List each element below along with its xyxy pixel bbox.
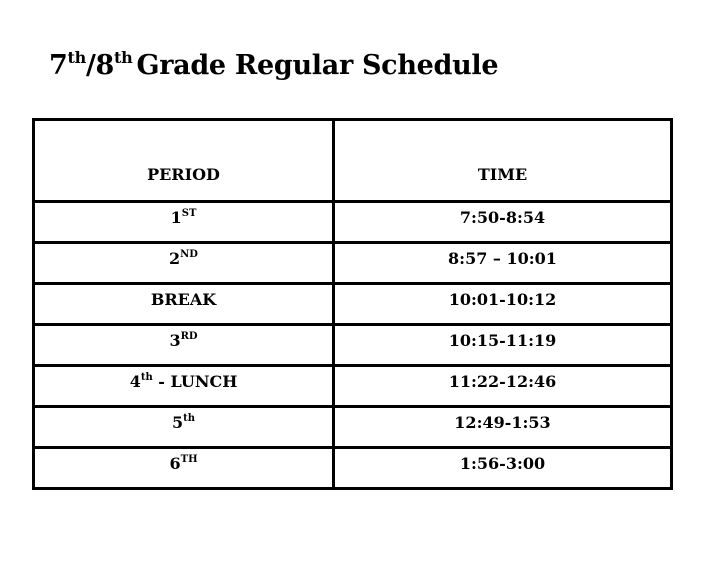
period-suffix: th — [183, 413, 196, 424]
table-header-row — [34, 120, 672, 202]
period-suffix: th — [140, 372, 153, 383]
time-cell: 12:49-1:53 — [334, 407, 672, 448]
time-cell: 11:22-12:46 — [334, 366, 672, 407]
period-cell — [34, 202, 334, 243]
title-grade-seven-suffix: th — [67, 48, 86, 67]
title-grade-eight-suffix: th — [114, 48, 133, 67]
period-label: 6 — [169, 454, 181, 473]
period-cell — [34, 284, 334, 325]
table-row — [34, 407, 672, 448]
period-cell — [34, 366, 334, 407]
period-label: BREAK — [150, 290, 217, 309]
period-extra: - LUNCH — [152, 372, 238, 391]
table-row — [34, 284, 672, 325]
title-grade-eight: /8 — [85, 50, 114, 81]
time-cell: 10:15-11:19 — [334, 325, 672, 366]
title-text: Grade Regular Schedule — [136, 50, 499, 81]
page-title — [49, 48, 499, 81]
period-cell — [34, 243, 334, 284]
table-row — [34, 243, 672, 284]
period-cell — [34, 407, 334, 448]
time-column-header: TIME — [334, 120, 672, 202]
period-cell — [34, 325, 334, 366]
period-label: 2 — [169, 249, 181, 268]
table-row — [34, 366, 672, 407]
table-row — [34, 325, 672, 366]
time-cell: 10:01-10:12 — [334, 284, 672, 325]
time-cell: 8:57 – 10:01 — [334, 243, 672, 284]
time-cell: 7:50-8:54 — [334, 202, 672, 243]
table-row — [34, 448, 672, 489]
time-cell: 1:56-3:00 — [334, 448, 672, 489]
period-label: 3 — [169, 331, 181, 350]
title-grade-seven: 7 — [49, 50, 68, 81]
period-suffix: ND — [180, 249, 198, 260]
period-column-header: PERIOD — [34, 120, 334, 202]
schedule-table — [32, 118, 673, 490]
table-row — [34, 202, 672, 243]
period-suffix: TH — [180, 454, 198, 465]
period-cell — [34, 448, 334, 489]
period-suffix: RD — [180, 331, 198, 342]
period-label: 5 — [171, 413, 184, 432]
period-label: 1 — [170, 208, 182, 227]
period-suffix: ST — [181, 208, 197, 219]
period-label: 4 — [129, 372, 141, 391]
